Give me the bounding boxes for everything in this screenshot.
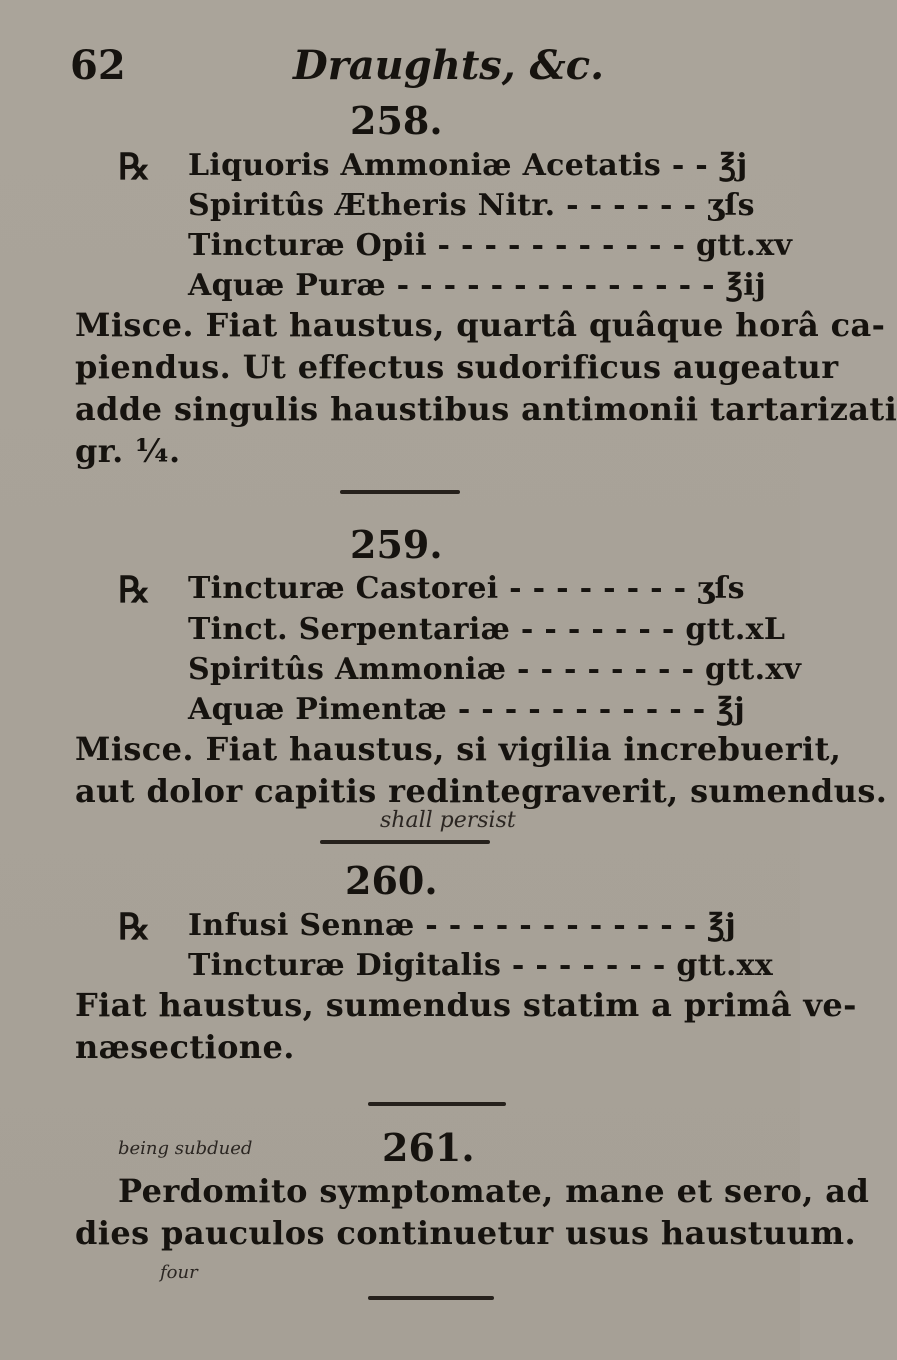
section-divider xyxy=(368,1102,506,1106)
rx-symbol: ℞ xyxy=(118,906,151,948)
handwritten-note: shall persist xyxy=(380,808,516,833)
directions-line: piendus. Ut effectus sudorificus augeatur xyxy=(75,348,839,386)
rx-symbol: ℞ xyxy=(118,146,151,188)
ingredient-line: Tincturæ Digitalis - - - - - - - gtt.xx xyxy=(188,948,774,983)
directions-line: Misce. Fiat haustus, quartâ quâque horâ ca- xyxy=(75,306,886,344)
directions-line: adde singulis haustibus antimonii tartarizati xyxy=(75,390,897,428)
ingredient-line: Tinct. Serpentariæ - - - - - - - gtt.xL xyxy=(188,612,786,647)
ingredient-line: Aquæ Puræ - - - - - - - - - - - - - - ℥ij xyxy=(188,268,767,303)
ingredient-line: Aquæ Pimentæ - - - - - - - - - - - ℥j xyxy=(188,692,746,727)
section-divider xyxy=(368,1296,494,1300)
section-divider xyxy=(320,840,490,844)
ingredient-line: Liquoris Ammoniæ Acetatis - - ℥j xyxy=(188,148,748,183)
recipe-number-261: 261. xyxy=(382,1125,475,1170)
directions-line: Fiat haustus, sumendus statim a primâ ve- xyxy=(75,986,857,1024)
ingredient-line: Infusi Sennæ - - - - - - - - - - - - ℥j xyxy=(188,908,736,943)
directions-line: Perdomito symptomate, mane et sero, ad xyxy=(118,1172,870,1210)
ingredient-line: Tincturæ Opii - - - - - - - - - - - gtt.xv xyxy=(188,228,793,263)
recipe-number-258: 258. xyxy=(350,98,443,143)
directions-line: gr. ¼. xyxy=(75,432,181,470)
directions-line: dies pauculos continuetur usus haustuum. xyxy=(75,1214,857,1252)
section-divider xyxy=(340,490,460,494)
ingredient-line: Tincturæ Castorei - - - - - - - - ʒſs xyxy=(188,571,745,606)
directions-line: Misce. Fiat haustus, si vigilia increbuerit, xyxy=(75,730,842,768)
directions-line: næsectione. xyxy=(75,1028,295,1066)
directions-line: aut dolor capitis redintegraverit, sumendus. xyxy=(75,772,888,810)
recipe-number-260: 260. xyxy=(345,858,438,903)
page-number: 62 xyxy=(70,42,126,89)
ingredient-line: Spiritûs Ammoniæ - - - - - - - - gtt.xv xyxy=(188,652,802,687)
recipe-number-259: 259. xyxy=(350,522,443,567)
running-title: Draughts, &c. xyxy=(293,42,605,89)
ingredient-line: Spiritûs Ætheris Nitr. - - - - - - ʒſs xyxy=(188,188,755,223)
rx-symbol: ℞ xyxy=(118,569,151,611)
handwritten-note: being subdued xyxy=(118,1138,253,1159)
handwritten-note: four xyxy=(160,1262,198,1283)
